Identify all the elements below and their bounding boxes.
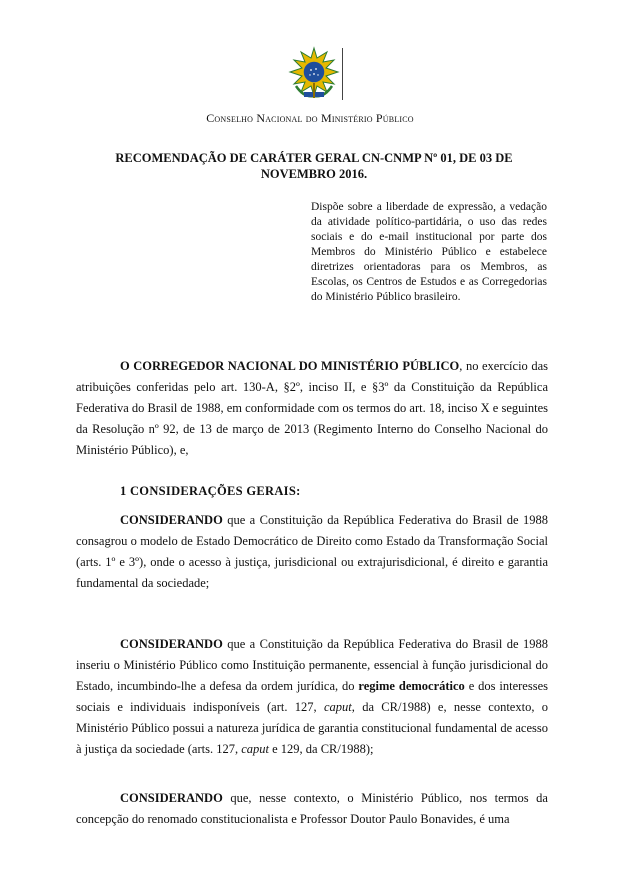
preamble-paragraph — [76, 356, 548, 461]
considerando-text-d: e 129, da CR/1988); — [269, 742, 374, 756]
considerando-text-b: e dos interesses sociais e individuais indisponíveis (art. 127, — [76, 679, 548, 714]
considerando-italic-1: caput — [323, 700, 352, 714]
section-heading: 1 CONSIDERAÇÕES GERAIS: — [120, 484, 301, 498]
considerando-paragraph-1 — [76, 510, 548, 594]
considerando-lead: CONSIDERANDO — [120, 513, 223, 527]
brazil-coat-of-arms-icon — [286, 46, 342, 102]
header-divider — [342, 48, 343, 100]
considerando-text-c: , da CR/1988) e, nesse contexto, o Ministério Público possui a natureza jurídica de garantia constitucional fundamental de acesso à justiça da sociedade (arts. 127, — [76, 700, 549, 756]
considerando-text: que, nesse contexto, o Ministério Público, nos termos da concepção do renomado constitucionalista e Professor Doutor Paulo Bonavides, é uma — [76, 791, 548, 826]
preamble-lead: O CORREGEDOR NACIONAL DO MINISTÉRIO PÚBLICO — [120, 359, 460, 373]
considerando-italic-2: caput — [241, 742, 269, 756]
organization-name: Conselho Nacional do Ministério Público — [206, 111, 414, 125]
document-ementa: Dispõe sobre a liberdade de expressão, a vedação da atividade político-partidária, o uso das redes sociais e do e-mail institucional por parte dos Membros do Ministério Público e estabelece diretrizes orientadoras para os Membros, as Escolas, os Centros de Estudos e as Corregedorias do Ministério Público brasileiro. — [311, 201, 547, 303]
considerando-text-a: que a Constituição da República Federativa do Brasil de 1988 inseriu o Ministério Público como Instituição permanente, essencial à função jurisdicional do Estado, incumbindo-lhe a defesa da ordem jurídica, do — [76, 637, 548, 693]
considerando-bold-phrase: regime democrático — [358, 679, 465, 693]
preamble-text: , no exercício das atribuições conferidas pelo art. 130-A, §2º, inciso II, e §3º da Constituição da República Federativa do Brasil de 1988, em conformidade com os termos do art. 18, inciso X e seguintes da Resolução nº 92, de 13 de março de 2013 (Regimento Interno do Conselho Nacional do Ministério Público), e, — [76, 359, 548, 457]
document-title: RECOMENDAÇÃO DE CARÁTER GERAL CN-CNMP Nº 01, DE 03 DE NOVEMBRO 2016. — [115, 151, 513, 181]
considerando-lead: CONSIDERANDO — [120, 637, 223, 651]
considerando-paragraph-3 — [76, 788, 548, 830]
considerando-text: que a Constituição da República Federativa do Brasil de 1988 consagrou o modelo de Estado Democrático de Direito como Estado da Transformação Social (arts. 1º e 3º), onde o acesso à justiça, jurisdicional ou extrajurisdicional, é direito e garantia fundamental da sociedade; — [76, 513, 548, 590]
considerando-lead: CONSIDERANDO — [120, 791, 223, 805]
considerando-paragraph-2 — [76, 634, 548, 760]
